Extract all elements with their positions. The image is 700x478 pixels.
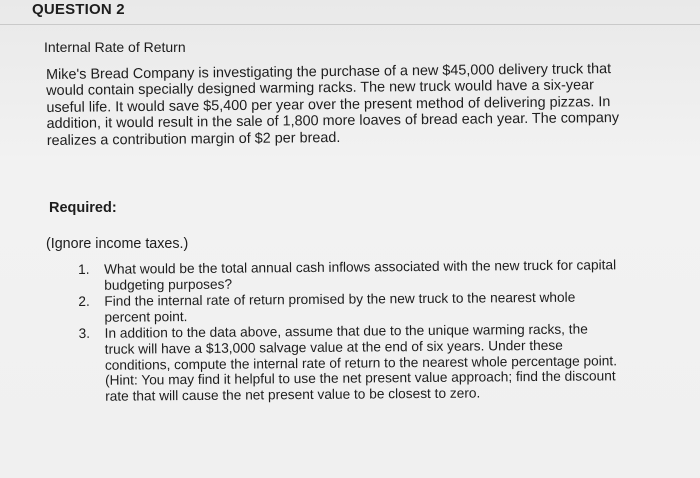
list-item-number: 2. (78, 294, 90, 310)
required-label: Required: (49, 200, 117, 216)
list-item-number: 1. (78, 261, 90, 277)
list-item-text: What would be the total annual cash inflows associated with the new truck for capital budgeting purposes? (103, 257, 617, 293)
list-item-text: Find the internal rate of return promised by the new truck to the nearest whole percent point. (104, 289, 576, 325)
list-item (78, 257, 618, 293)
requirements-list (78, 257, 619, 405)
section-title: Internal Rate of Return (44, 39, 186, 55)
list-item (79, 322, 620, 405)
header-divider (0, 24, 700, 25)
list-item-text: In addition to the data above, assume that due to the unique warming racks, the truck will have a $13,000 salvage value at the end of six years. Under these conditions, compute the internal rate of return to the nearest whole percentage point. (Hint: You may find it helpful to use the net present value approach; find the discount rate that will cause the net present value to be closest to zero. (104, 321, 618, 404)
taxes-note: (Ignore income taxes.) (46, 236, 189, 252)
list-item (78, 289, 618, 325)
question-title: QUESTION 2 (32, 1, 125, 18)
problem-statement: Mike's Bread Company is investigating the purchase of a new $45,000 delivery truck that would contain specially designed warming racks. The new truck would have a six-year useful life. It would save $5,400 per year over the present method of delivering pizzas. In addition, it would result in the sale of 1,800 more loaves of bread each year. The company realizes a contribution margin of $2 per bread. (46, 61, 620, 149)
list-item-number: 3. (78, 326, 91, 342)
